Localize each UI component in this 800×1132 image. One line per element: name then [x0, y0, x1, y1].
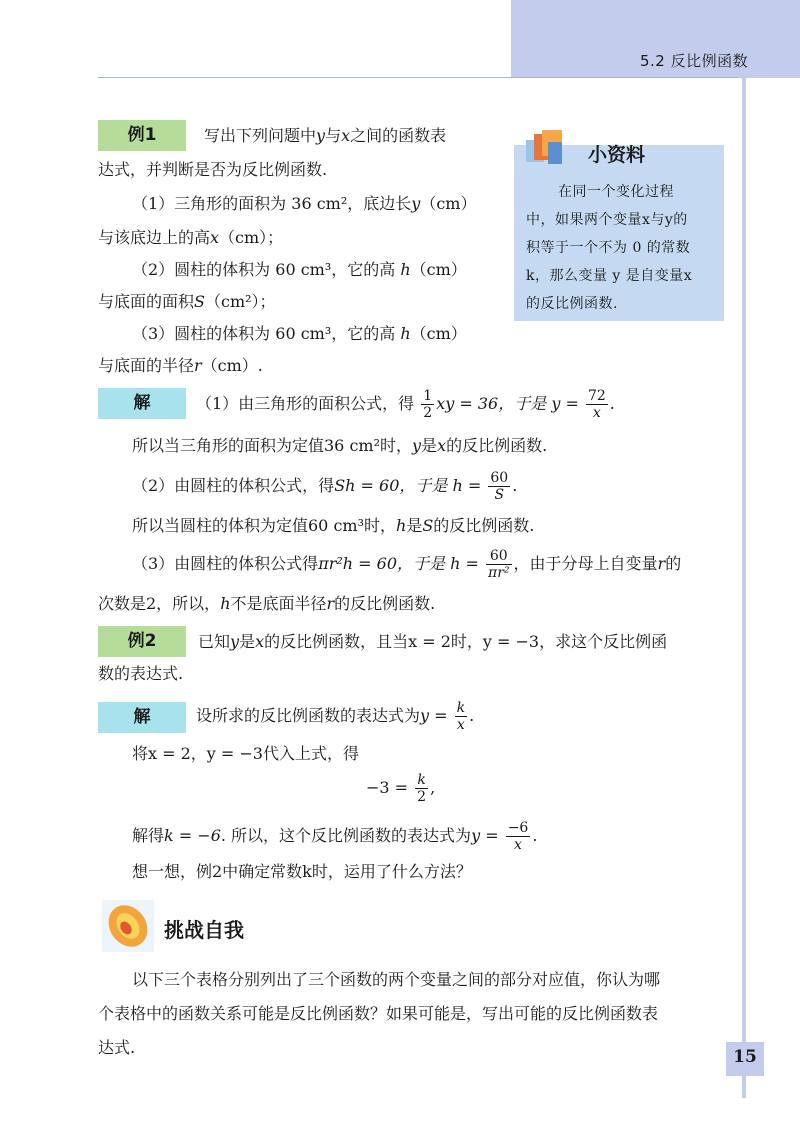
page-number: 15 — [733, 1047, 757, 1067]
example1-p2b: 与底面的面积S（cm²）； — [98, 292, 276, 311]
challenge-line3: 达式. — [98, 1038, 136, 1057]
example1-line1: 写出下列问题中y与x之间的函数表 — [204, 126, 447, 145]
example2-line2: 数的表达式. — [98, 664, 184, 683]
example2-label: 例2 — [98, 626, 186, 657]
solution1-step3-line2: 次数是2，所以，h不是底面半径r的反比例函数. — [98, 594, 436, 613]
fraction-one-half: $\frac{1}{2}$ — [423, 388, 433, 421]
solution2-think: 想一想，例2中确定常数k时，运用了什么方法？ — [132, 862, 472, 881]
solution1-label: 解 — [98, 388, 186, 419]
page-edge-rule — [742, 78, 746, 1098]
solution2-line4: 解得k = −6. 所以，这个反比例函数的表达式为y = $\frac{-6}{x}$ . — [132, 820, 538, 853]
solution2-equation: −3 = $\frac{k}{2}$ , — [366, 772, 436, 805]
sidebar-line-1: 在同一个变化过程 — [558, 184, 674, 200]
example1-p2a: （2）圆柱的体积为 60 cm³，它的高 h（cm） — [132, 260, 467, 279]
sidebar-line-2: 中，如果两个变量x与y的 — [526, 212, 688, 228]
solution1-conclusion1: 所以当三角形的面积为定值36 cm²时，y是x的反比例函数. — [132, 436, 548, 455]
fraction-60-over-S: $\frac{60}{S}$ — [490, 470, 509, 503]
example2-line1: 已知y是x的反比例函数，且当x = 2时，y = −3，求这个反比例函 — [198, 632, 668, 651]
challenge-title: 挑战自我 — [164, 918, 244, 942]
solution1-step2: （2）由圆柱的体积公式，得Sh = 60，于是 h = $\frac{60}{S}$ . — [132, 470, 518, 503]
header-rule — [98, 77, 738, 78]
sidebar-line-3: 积等于一个不为 0 的常数 — [526, 240, 691, 256]
info-icon — [520, 126, 576, 174]
fraction-60-over-pi-r2: $\frac{60}{\text{πr²}}$ — [488, 548, 510, 581]
sidebar-title: 小资料 — [588, 144, 646, 166]
example1-label: 例1 — [98, 120, 186, 151]
example1-p3b: 与底面的半径r（cm）. — [98, 356, 263, 375]
solution2-line1: 设所求的反比例函数的表达式为y = $\frac{k}{x}$ . — [196, 700, 475, 733]
example1-p1b: 与该底边上的高x（cm）； — [98, 228, 284, 247]
solution1-step1: （1）由三角形的面积公式，得 $\frac{1}{2}$ xy = 36，于是 y = $\frac{72}{x}$ . — [196, 388, 615, 421]
solution2-label: 解 — [98, 702, 186, 733]
sidebar-line-5: 的反比例函数. — [526, 296, 618, 312]
example1-p1a: （1）三角形的面积为 36 cm²，底边长y（cm） — [132, 194, 477, 213]
fraction-k-over-2: $\frac{k}{2}$ — [417, 772, 427, 805]
fraction-minus6-over-x: $\frac{-6}{x}$ — [507, 820, 529, 853]
challenge-line1: 以下三个表格分别列出了三个函数的两个变量之间的部分对应值，你认为哪 — [132, 970, 661, 989]
section-title: 5.2 反比例函数 — [640, 52, 749, 70]
challenge-icon — [100, 896, 156, 954]
solution1-step3: （3）由圆柱的体积公式得πr²h = 60，于是 h = $\frac{60}{\text{πr²}}$ ，由于分母上自变量r的 — [132, 548, 682, 581]
fraction-72-over-x: $\frac{72}{x}$ — [587, 388, 606, 421]
solution2-line2: 将x = 2，y = −3代入上式，得 — [132, 744, 359, 763]
sidebar-line-4: k，那么变量 y 是自变量x — [526, 268, 693, 284]
challenge-line2: 个表格中的函数关系可能是反比例函数？如果可能是，写出可能的反比例函数表 — [98, 1004, 659, 1023]
fraction-k-over-x: $\frac{k}{x}$ — [456, 700, 466, 733]
example1-line2: 达式，并判断是否为反比例函数. — [98, 160, 328, 179]
solution1-conclusion2: 所以当圆柱的体积为定值60 cm³时，h是S的反比例函数. — [132, 516, 535, 535]
example1-p3a: （3）圆柱的体积为 60 cm³，它的高 h（cm） — [132, 324, 467, 343]
